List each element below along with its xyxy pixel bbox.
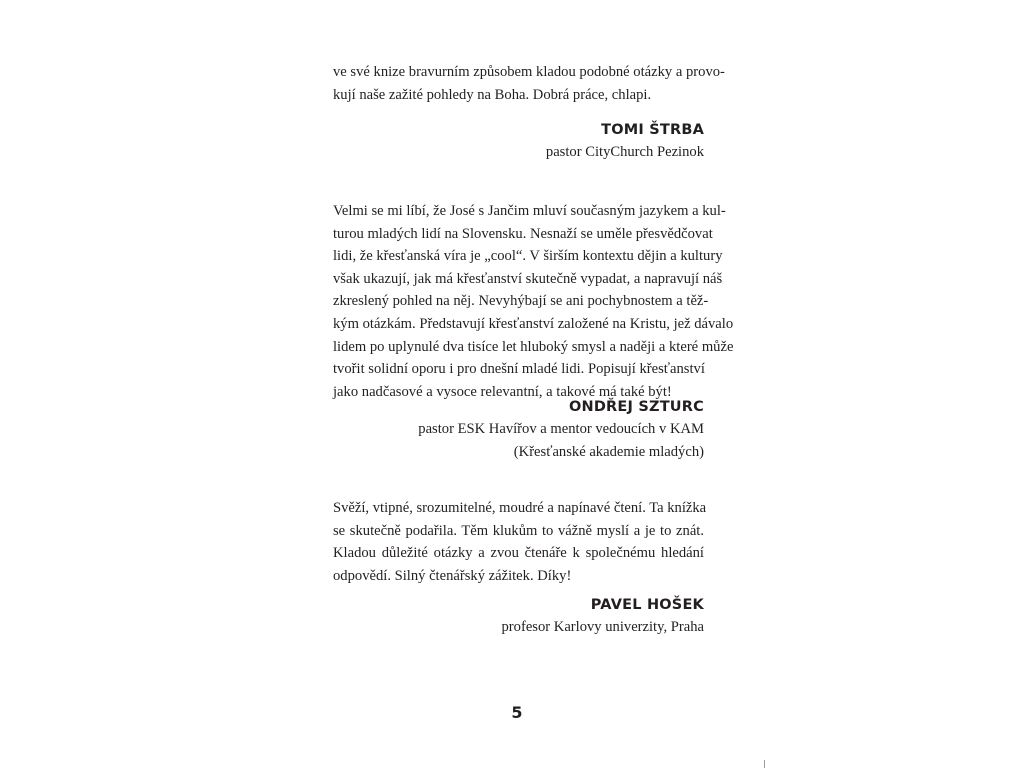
text-line: Velmi se mi líbí, že José s Jančim mluví současným jazykem a kul-: [333, 203, 726, 219]
page-number: 5: [511, 703, 523, 722]
endorsement-role-3: [502, 616, 705, 639]
role-line: pastor CityChurch Pezinok: [545, 144, 704, 160]
endorsement-author-3: PAVEL HOŠEK: [590, 597, 704, 613]
role-line: pastor ESK Havířov a mentor vedoucích v KAM: [418, 421, 704, 437]
role-line: (Křesťanské akademie mladých): [513, 443, 704, 460]
text-line: Kladou důležité otázky a zvou čtenáře k společnému hledání: [333, 545, 704, 562]
text-line: Svěží, vtipné, srozumitelné, moudré a napínavé čtení. Ta knížka: [333, 500, 707, 516]
text-line: zkreslený pohled na něj. Nevyhýbají se ani pochybnostem a těž-: [333, 293, 709, 310]
endorsement-role-1: [546, 141, 704, 164]
text-line: odpovědí. Silný čtenářský zážitek. Díky!: [333, 567, 572, 584]
text-line: kují naše zažité pohledy na Boha. Dobrá práce, chlapi.: [333, 86, 652, 103]
endorsement-author-2: ONDŘEJ SZTURC: [568, 399, 704, 415]
endorsement-author-1: TOMI ŠTRBA: [601, 122, 704, 138]
endorsement-text-1: [333, 61, 725, 106]
text-line: však ukazují, jak má křesťanství skutečně vypadat, a napravují náš: [333, 270, 723, 287]
endorsement-role-2: [418, 418, 704, 463]
text-line: kým otázkám. Představují křesťanství založené na Kristu, jež dávalo: [333, 315, 734, 332]
text-line: lidem po uplynulé dva tisíce let hluboký smysl a naději a které může: [333, 338, 734, 355]
text-line: turou mladých lidí na Slovensku. Nesnaží se uměle přesvědčovat: [333, 225, 713, 242]
text-line: tvořit solidní oporu i pro dnešní mladé lidi. Popisují křesťanství: [333, 361, 705, 378]
text-line: se skutečně podařila. Těm klukům to vážně myslí a je to znát.: [333, 522, 704, 539]
text-line: ve své knize bravurním způsobem kladou podobné otázky a provo-: [333, 64, 725, 80]
text-line: lidi, že křesťanská víra je „cool“. V širším kontextu dějin a kultury: [333, 248, 723, 265]
crop-mark: [764, 760, 765, 768]
text-line: jako nadčasové a vysoce relevantní, a takové má také být!: [333, 383, 672, 400]
endorsement-text-3: [333, 497, 707, 587]
endorsement-text-2: [333, 200, 734, 403]
role-line: profesor Karlovy univerzity, Praha: [501, 619, 704, 635]
